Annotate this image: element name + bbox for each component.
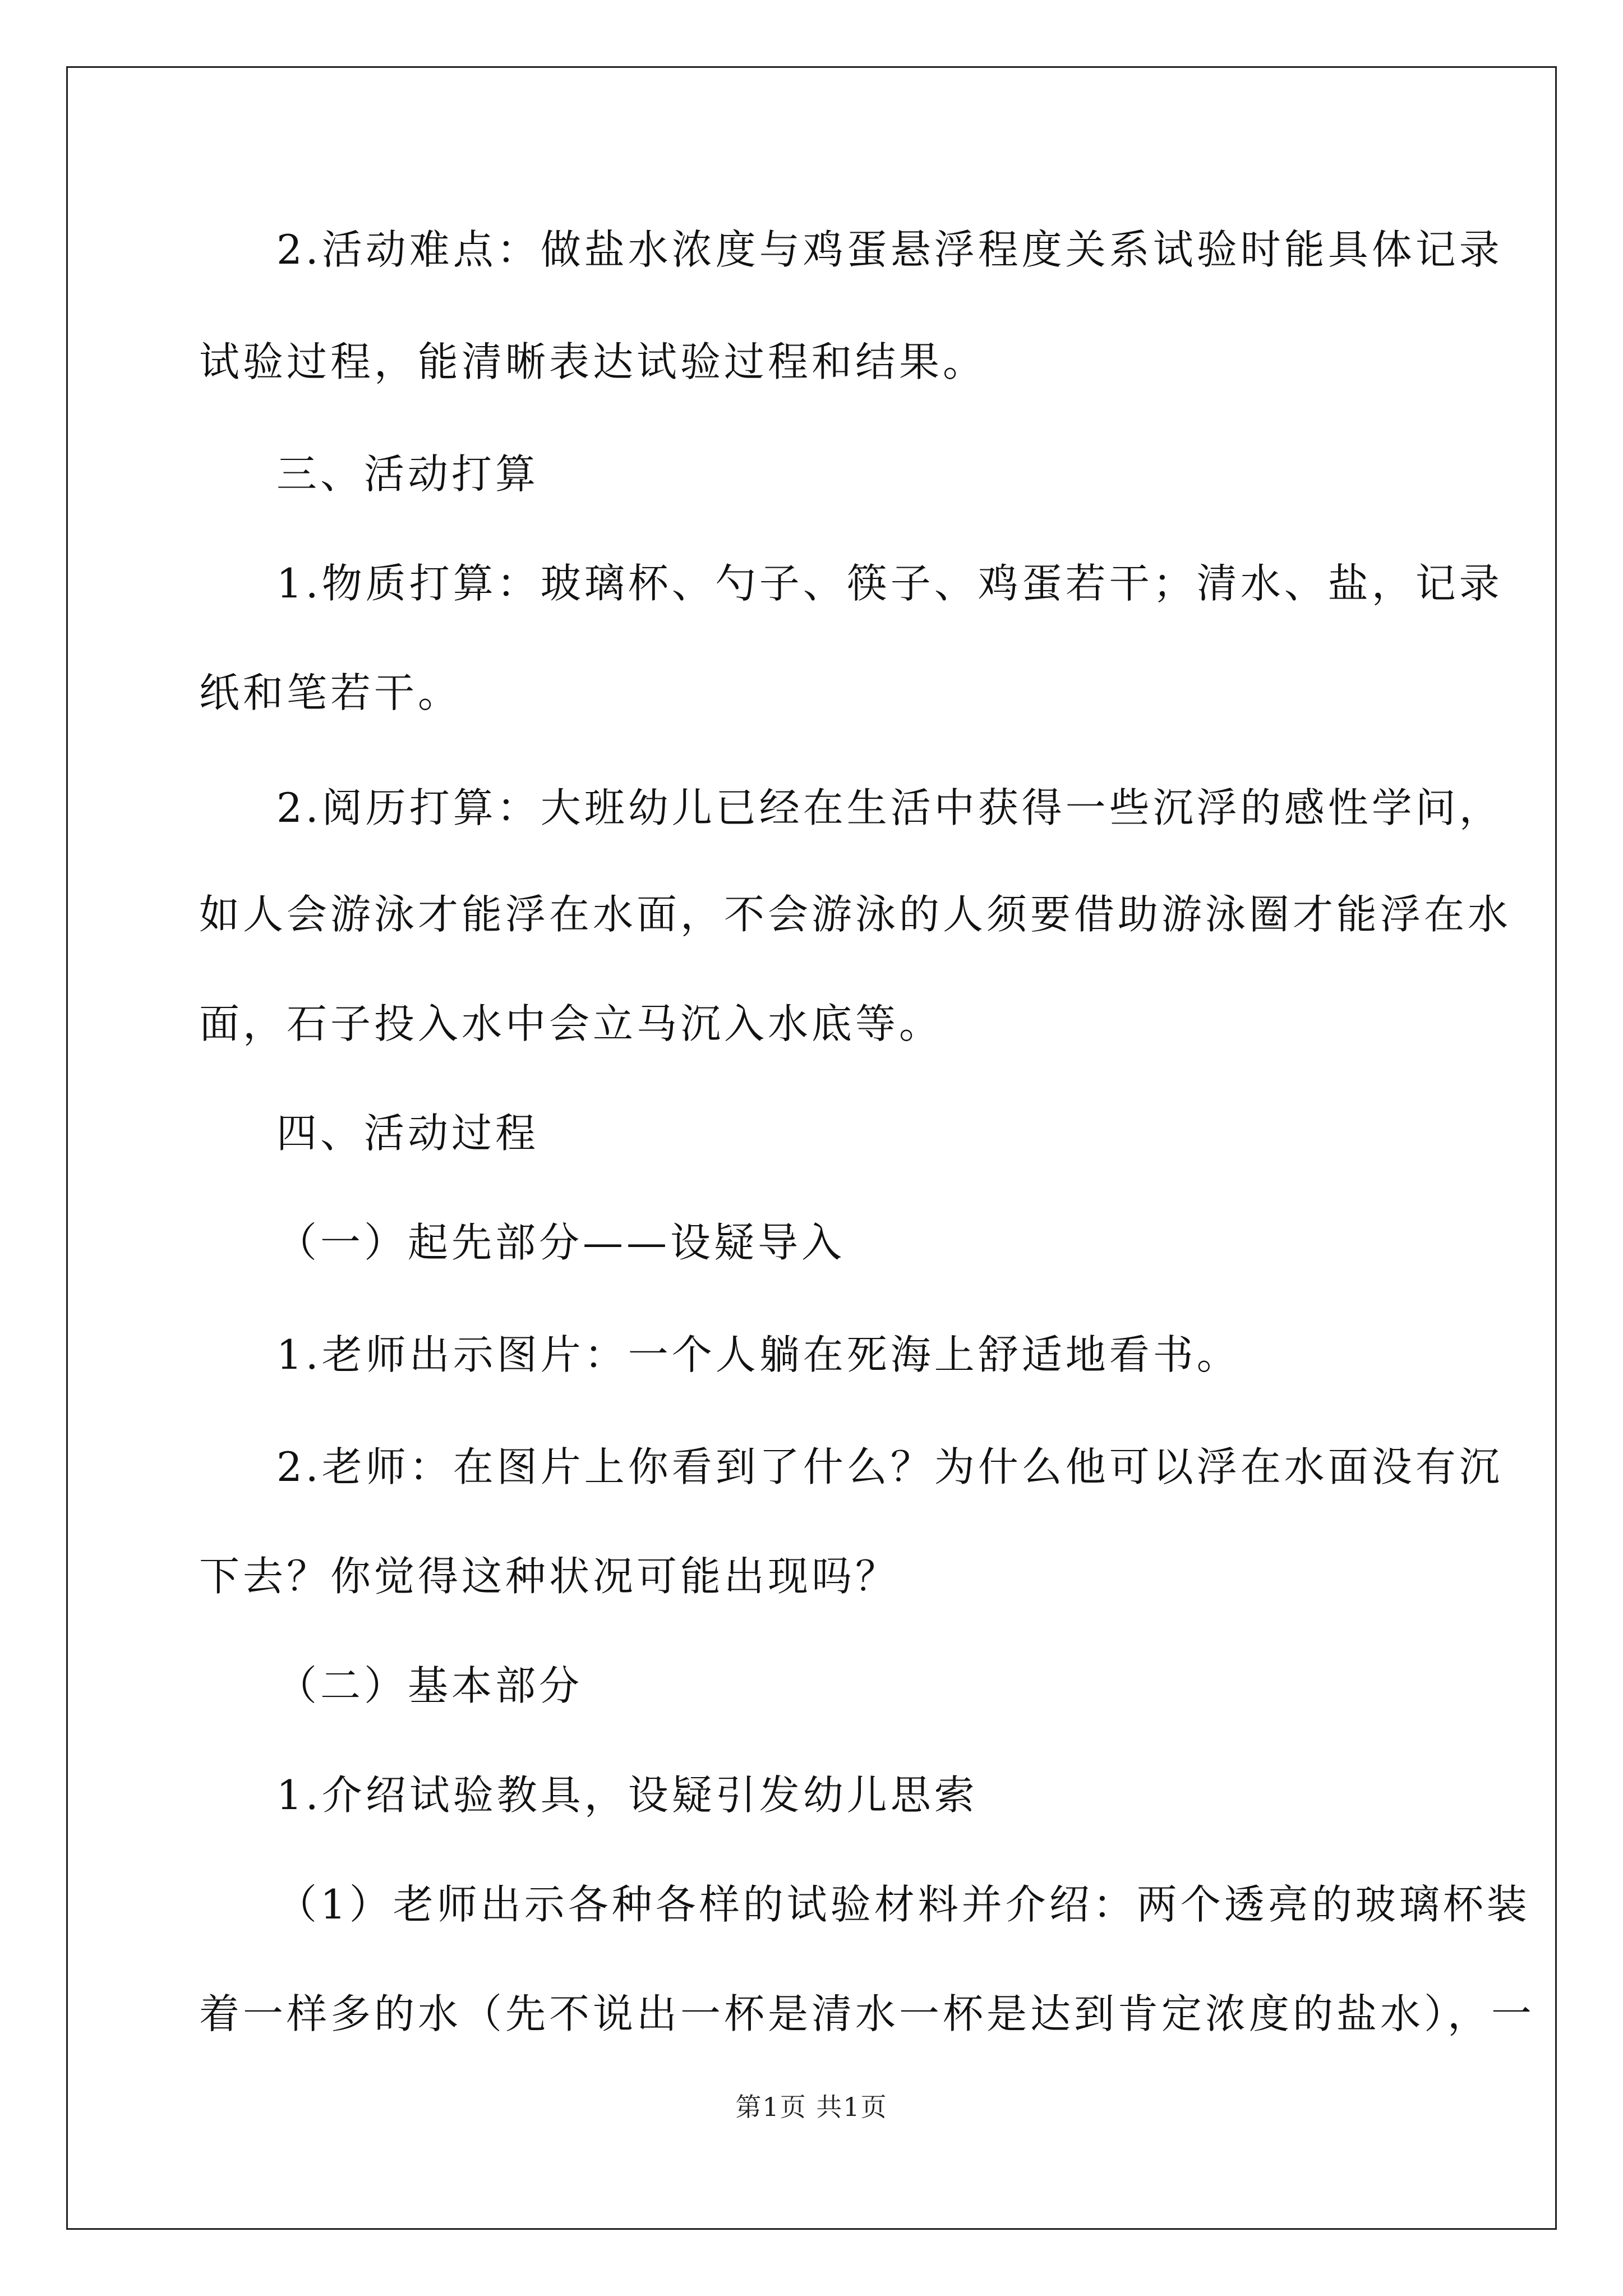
text-line-8: 面，石子投入水中会立马沉入水底等。	[199, 1000, 943, 1047]
subsection-heading-2: （二）基本部分	[276, 1662, 583, 1709]
text-line-16: （1）老师出示各种各样的试验材料并介绍：两个透亮的玻璃杯装	[276, 1881, 1530, 1928]
text-line-13: 下去？你觉得这种状况可能出现吗？	[199, 1553, 900, 1600]
text-line-5: 纸和笔若干。	[199, 669, 462, 716]
text-line-7: 如人会游泳才能浮在水面，不会游泳的人须要借助游泳圈才能浮在水	[199, 891, 1512, 938]
text-line-11: 1.老师出示图片：一个人躺在死海上舒适地看书。	[276, 1331, 1241, 1378]
text-line-6: 2.阅历打算：大班幼儿已经在生活中获得一些沉浮的感性学问，	[276, 784, 1503, 831]
subsection-heading-1: （一）起先部分——设疑导入	[276, 1219, 846, 1266]
text-line-4: 1.物质打算：玻璃杯、勺子、筷子、鸡蛋若干；清水、盐，记录	[276, 560, 1503, 607]
section-heading-4: 四、活动过程	[276, 1110, 540, 1157]
text-line-12: 2.老师：在图片上你看到了什么？为什么他可以浮在水面没有沉	[276, 1443, 1503, 1490]
page-footer: 第1页 共1页	[735, 2092, 888, 2122]
text-line-2: 试验过程，能清晰表达试验过程和结果。	[199, 338, 987, 385]
text-line-17: 着一样多的水（先不说出一杯是清水一杯是达到肯定浓度的盐水），一	[199, 1990, 1536, 2037]
section-heading-3: 三、活动打算	[276, 450, 540, 498]
text-line-15: 1.介绍试验教具，设疑引发幼儿思索	[276, 1772, 978, 1819]
text-line-1: 2.活动难点：做盐水浓度与鸡蛋悬浮程度关系试验时能具体记录	[276, 226, 1503, 273]
